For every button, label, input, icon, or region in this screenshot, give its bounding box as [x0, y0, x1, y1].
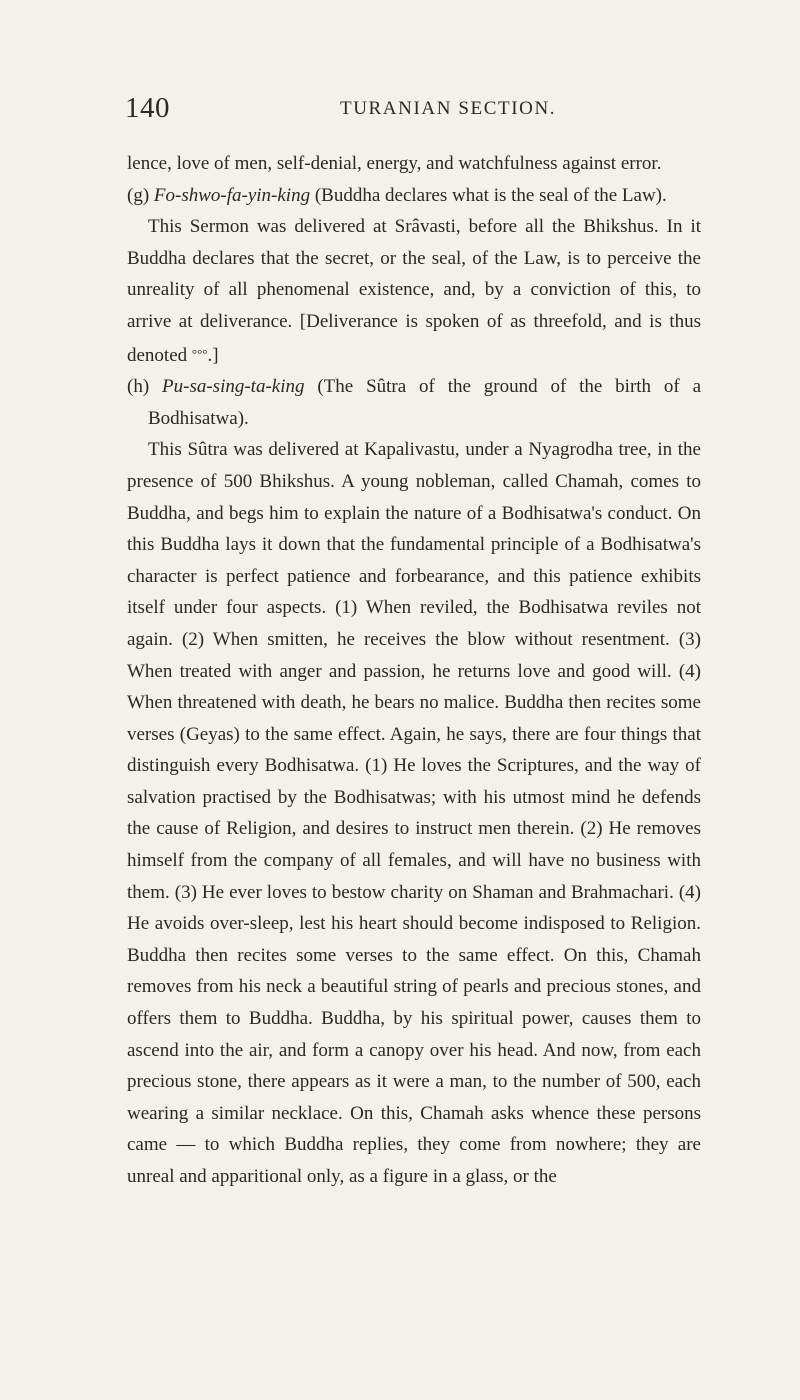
section-description-h: (The Sûtra of the ground of the birth of a Bodhisatwa). [148, 376, 702, 429]
section-heading-g [127, 180, 701, 212]
paragraph-sermon-end: .] [207, 344, 219, 366]
section-heading-h [127, 371, 701, 434]
running-head: TURANIAN SECTION. [340, 98, 557, 119]
threefold-symbol: °°° [191, 345, 208, 361]
paragraph-sermon-text: This Sermon was delivered at Srâvasti, before all the Bhikshus. In it Buddha declares that the secret, or the seal, of the Law, is to perceive the unreality of all phenomenal existence, and, by a conviction of this, to arrive at deliverance. [Deliverance is spoken of as threefold, and is thus denoted [127, 216, 701, 366]
paragraph-continuation: lence, love of men, self-denial, energy, and watchfulness against error. [127, 153, 662, 174]
section-label-g: (g) [127, 184, 150, 206]
paragraph-sermon-sravasti [127, 211, 701, 371]
body-text [127, 148, 701, 1193]
section-label-h: (h) [127, 376, 150, 398]
paragraph-sutra-kapalivastu: This Sûtra was delivered at Kapalivastu, under a Nyagrodha tree, in the presence of 500 Bhikshus. A young nobleman, called Chamah, comes to Buddha, and begs him to explain the nature of a Bodhisatwa's conduct. On this Buddha lays it down that the fundamental principle of a Bodhisatwa's character is perfect patience and forbearance, and this patience exhibits itself under four aspects. (1) When reviled, the Bodhisatwa reviles not again. (2) When smitten, he receives the blow without resentment. (3) When treated with anger and passion, he returns love and good will. (4) When threatened with death, he bears no malice. Buddha then recites some verses (Geyas) to the same effect. Again, he says, there are four things that distinguish every Bodhisatwa. (1) He loves the Scriptures, and the way of salvation practised by the Bodhisatwas; with his utmost mind he defends the cause of Religion, and desires to instruct men therein. (2) He removes himself from the company of all females, and will have no business with them. (3) He ever loves to bestow charity on Shaman and Brahmachari. (4) He avoids over-sleep, lest his heart should become indisposed to Religion. Buddha then recites some verses to the same effect. On this, Chamah removes from his neck a beautiful string of pearls and precious stones, and offers them to Buddha. Buddha, by his spiritual power, causes them to ascend into the air, and form a canopy over his head. And now, from each precious stone, there appears as it were a man, to the number of 500, each wearing a similar necklace. On this, Chamah asks whence these persons came — to which Buddha replies, they come from nowhere; they are unreal and apparitional only, as a figure in a glass, or the [127, 439, 701, 1187]
section-description-g: (Buddha declares what is the seal of the Law). [314, 184, 667, 206]
section-title-g: Fo-shwo-fa-yin-king [153, 184, 311, 206]
section-title-h: Pu-sa-sing-ta-king [162, 376, 305, 398]
page-number: 140 [125, 92, 170, 124]
